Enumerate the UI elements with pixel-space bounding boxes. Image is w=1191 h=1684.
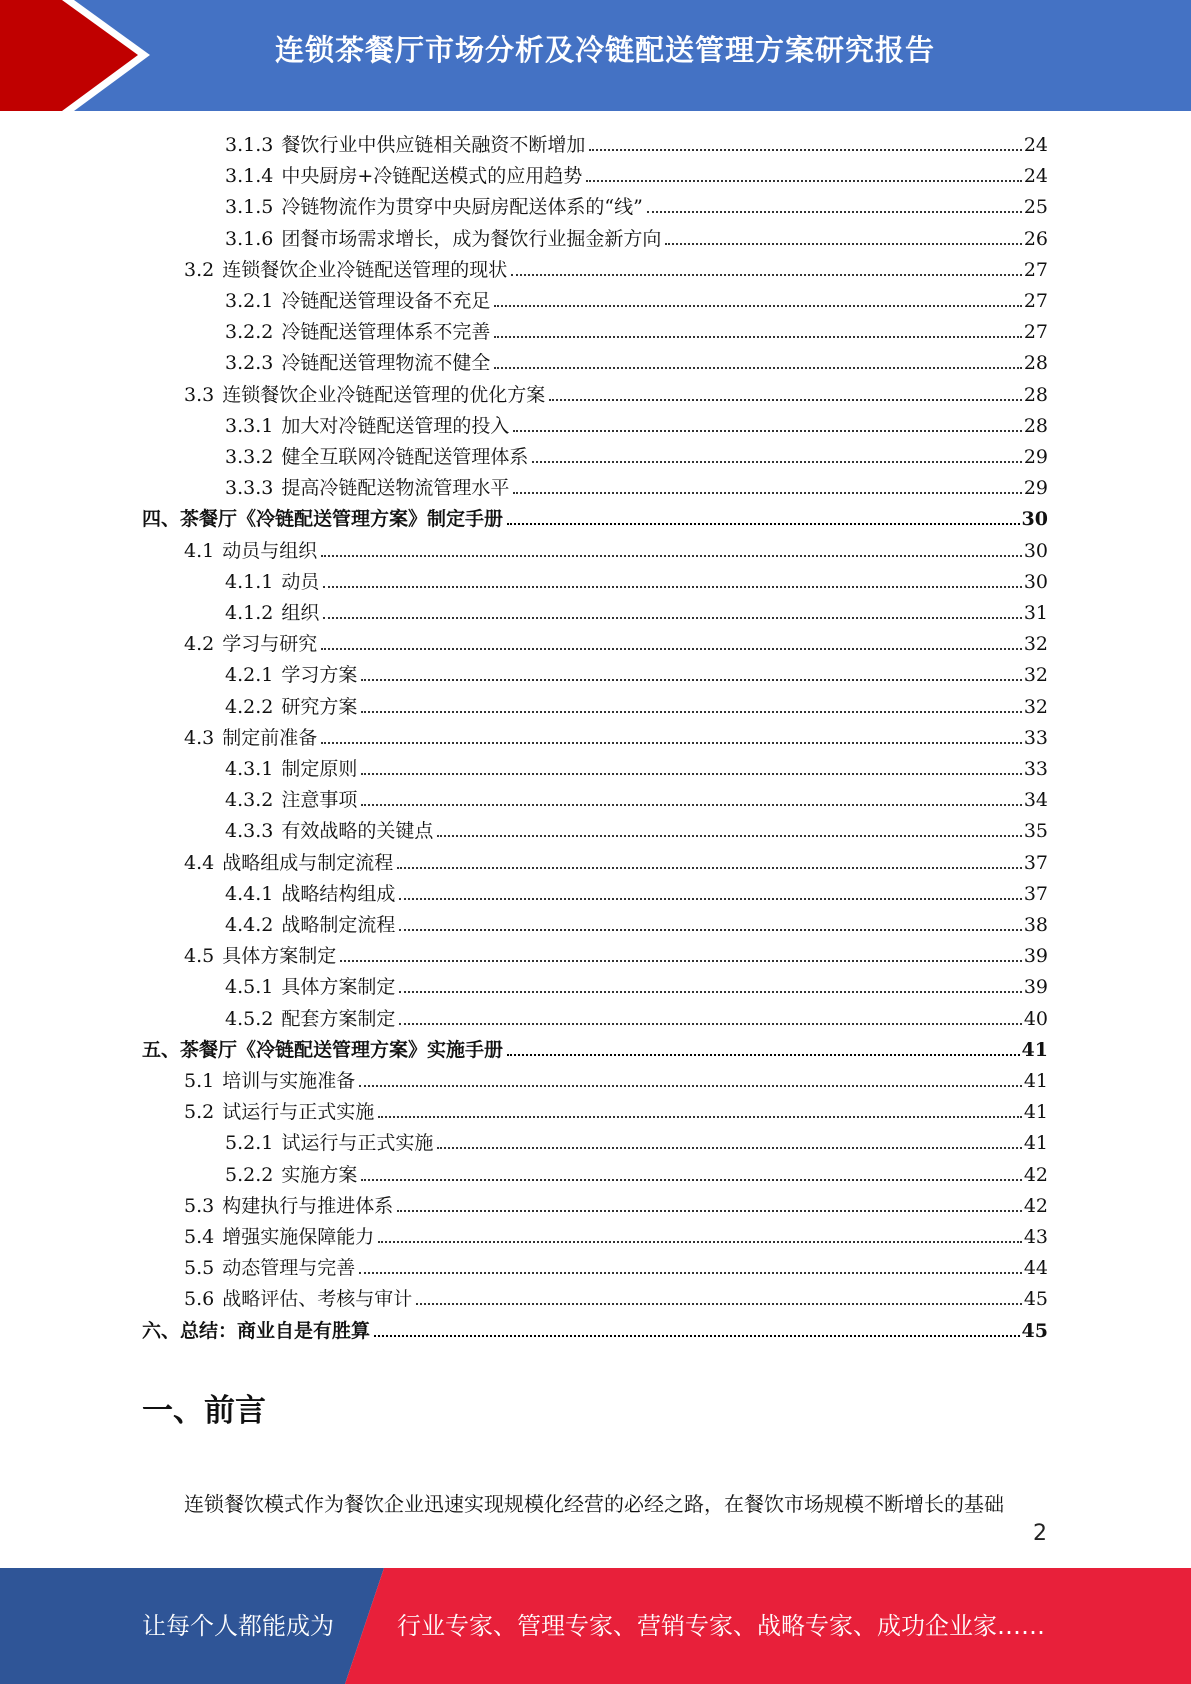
toc-leader-dots (437, 1147, 1021, 1149)
toc-entry[interactable] (184, 1281, 1048, 1311)
toc-entry-page: 34 (1023, 789, 1048, 812)
toc-entry[interactable] (225, 470, 1048, 500)
toc-entry[interactable] (225, 189, 1048, 219)
toc-entry-page: 32 (1023, 633, 1048, 656)
toc-entry-page: 31 (1023, 602, 1048, 624)
toc-entry-number: 3.1.5 (225, 196, 274, 219)
toc-entry-number: 4.5.2 (225, 1007, 274, 1030)
toc-entry-title: 制定前准备 (222, 726, 318, 749)
toc-entry-number: 4.1.1 (225, 570, 274, 593)
toc-entry-number: 5.4 (184, 1226, 215, 1248)
toc-entry-title: 五、茶餐厅《冷链配送管理方案》实施手册 (142, 1038, 504, 1061)
toc-entry-page: 29 (1023, 446, 1048, 468)
toc-entry-title: 餐饮行业中供应链相关融资不断增加 (281, 134, 586, 156)
toc-leader-dots (513, 430, 1021, 432)
toc-leader-dots (507, 1054, 1020, 1056)
toc-entry[interactable] (142, 501, 1048, 531)
toc-entry-title: 有效战略的关键点 (281, 820, 434, 843)
toc-entry-page: 30 (1023, 539, 1048, 562)
toc-leader-dots (359, 1085, 1022, 1087)
toc-entry-page: 24 (1023, 134, 1048, 156)
toc-entry-title: 动员 (281, 570, 320, 593)
toc-entry-title: 学习与研究 (222, 633, 318, 656)
toc-entry-number: 3.3.3 (225, 477, 274, 500)
toc-entry-page: 38 (1023, 914, 1048, 936)
toc-leader-dots (511, 274, 1022, 276)
toc-leader-dots (361, 711, 1021, 713)
toc-leader-dots (321, 555, 1022, 557)
toc-leader-dots (647, 211, 1022, 213)
toc-entry-number: 4.3.1 (225, 758, 274, 780)
toc-entry-page: 27 (1023, 258, 1048, 281)
toc-entry[interactable] (225, 283, 1048, 313)
toc-entry-number: 3.2.1 (225, 290, 274, 312)
toc-entry-page: 45 (1023, 1288, 1048, 1311)
footer-slogan-right: 行业专家、管理专家、营销专家、战略专家、成功企业家…… (397, 1612, 1045, 1640)
toc-leader-dots (361, 1179, 1021, 1181)
toc-entry[interactable] (225, 657, 1048, 687)
toc-entry-title: 冷链配送管理体系不完善 (281, 321, 491, 344)
toc-entry-number: 4.3.3 (225, 820, 274, 843)
toc-leader-dots (399, 1023, 1021, 1025)
toc-entry-page: 40 (1023, 1007, 1048, 1030)
page-footer (0, 1568, 1191, 1684)
toc-entry-title: 制定原则 (281, 758, 358, 780)
toc-entry-page: 37 (1023, 851, 1048, 874)
toc-entry[interactable] (184, 1188, 1048, 1218)
toc-leader-dots (665, 243, 1021, 245)
toc-entry-title: 中央厨房+冷链配送模式的应用趋势 (281, 165, 583, 188)
toc-entry-number: 5.2.2 (225, 1163, 274, 1186)
toc-leader-dots (399, 898, 1021, 900)
toc-entry-number: 3.1.3 (225, 134, 274, 156)
toc-entry-number: 4.2.2 (225, 695, 274, 718)
toc-leader-dots (437, 835, 1021, 837)
toc-leader-dots (589, 149, 1021, 151)
toc-entry-page: 41 (1021, 1038, 1048, 1061)
toc-entry[interactable] (184, 1094, 1048, 1124)
toc-leader-dots (513, 492, 1021, 494)
toc-entry-number: 4.3 (184, 726, 215, 749)
page-header (0, 0, 1191, 111)
header-chevron-icon (0, 0, 160, 111)
toc-entry-title: 冷链配送管理设备不充足 (281, 290, 491, 312)
toc-leader-dots (549, 399, 1022, 401)
footer-slogan-left: 让每个人都能成为 (142, 1612, 334, 1640)
toc-entry-number: 3.3 (184, 383, 215, 406)
toc-entry-title: 连锁餐饮企业冷链配送管理的现状 (222, 258, 508, 281)
toc-entry-number: 3.3.2 (225, 446, 274, 468)
toc-leader-dots (361, 804, 1021, 806)
toc-entry-title: 动态管理与完善 (222, 1257, 356, 1280)
toc-leader-dots (359, 1272, 1022, 1274)
toc-entry-title: 试运行与正式实施 (222, 1101, 375, 1124)
toc-entry-title: 健全互联网冷链配送管理体系 (281, 446, 529, 468)
toc-entry[interactable] (225, 439, 1048, 469)
toc-entry[interactable] (142, 1032, 1048, 1062)
toc-entry-title: 研究方案 (281, 695, 358, 718)
toc-entry-page: 42 (1023, 1194, 1048, 1217)
toc-entry[interactable] (225, 408, 1048, 438)
toc-entry-title: 培训与实施准备 (222, 1070, 356, 1092)
toc-entry-title: 实施方案 (281, 1163, 358, 1186)
toc-entry-title: 六、总结：商业自是有胜算 (142, 1319, 371, 1342)
toc-entry-title: 战略结构组成 (281, 882, 396, 905)
toc-entry[interactable] (142, 1313, 1048, 1343)
section-title: 一、前言 (142, 1393, 266, 1429)
toc-entry-title: 战略评估、考核与审计 (222, 1288, 413, 1311)
toc-entry-page: 41 (1023, 1101, 1048, 1124)
toc-entry[interactable] (225, 751, 1048, 781)
toc-entry[interactable] (184, 1219, 1048, 1249)
toc-leader-dots (494, 305, 1021, 307)
toc-entry-title: 团餐市场需求增长，成为餐饮行业掘金新方向 (281, 227, 662, 250)
toc-entry[interactable] (225, 1125, 1048, 1155)
toc-entry-page: 27 (1023, 321, 1048, 344)
toc-entry-title: 配套方案制定 (281, 1007, 396, 1030)
toc-entry-number: 4.4 (184, 851, 215, 874)
toc-entry-title: 组织 (281, 602, 320, 624)
toc-entry-title: 提高冷链配送物流管理水平 (281, 477, 510, 500)
toc-entry-page: 30 (1023, 570, 1048, 593)
toc-entry-page: 29 (1023, 477, 1048, 500)
toc-entry-number: 3.1.6 (225, 227, 274, 250)
toc-leader-dots (378, 1241, 1022, 1243)
toc-entry[interactable] (225, 907, 1048, 937)
toc-entry-page: 25 (1023, 196, 1048, 219)
toc-entry-page: 32 (1023, 695, 1048, 718)
toc-entry-title: 学习方案 (281, 664, 358, 687)
toc-entry[interactable] (225, 221, 1048, 251)
toc-entry[interactable] (225, 564, 1048, 594)
toc-leader-dots (361, 773, 1021, 775)
toc-leader-dots (397, 867, 1022, 869)
toc-entry[interactable] (225, 782, 1048, 812)
toc-entry[interactable] (225, 969, 1048, 999)
toc-entry-page: 44 (1023, 1257, 1048, 1280)
toc-entry-page: 28 (1023, 383, 1048, 406)
toc-entry-number: 4.3.2 (225, 789, 274, 812)
toc-entry-number: 4.4.2 (225, 914, 274, 936)
toc-entry-number: 4.5.1 (225, 976, 274, 999)
toc-entry[interactable] (225, 127, 1048, 157)
toc-entry[interactable] (225, 813, 1048, 843)
toc-entry-page: 32 (1023, 664, 1048, 687)
toc-entry-page: 27 (1023, 290, 1048, 312)
toc-entry-title: 试运行与正式实施 (281, 1132, 434, 1155)
toc-entry-page: 45 (1021, 1319, 1048, 1342)
toc-entry-title: 具体方案制定 (222, 945, 337, 968)
toc-entry[interactable] (225, 876, 1048, 906)
toc-leader-dots (374, 1335, 1020, 1337)
toc-entry-title: 注意事项 (281, 789, 358, 812)
toc-entry-number: 3.1.4 (225, 165, 274, 188)
toc-entry-number: 4.5 (184, 945, 215, 968)
toc-entry-number: 4.1 (184, 539, 215, 562)
toc-leader-dots (397, 1210, 1022, 1212)
body-paragraph: 连锁餐饮模式作为餐饮企业迅速实现规模化经营的必经之路，在餐饮市场规模不断增长的基础 (184, 1492, 1004, 1516)
toc-entry-page: 24 (1023, 165, 1048, 188)
toc-entry-number: 3.2.3 (225, 352, 274, 375)
toc-entry-page: 33 (1023, 758, 1048, 780)
toc-entry[interactable] (225, 314, 1048, 344)
toc-entry-page: 28 (1023, 352, 1048, 375)
toc-entry[interactable] (184, 626, 1048, 656)
toc-leader-dots (494, 367, 1021, 369)
toc-entry-title: 冷链配送管理物流不健全 (281, 352, 491, 375)
toc-entry-number: 4.2.1 (225, 664, 274, 687)
toc-leader-dots (399, 991, 1021, 993)
toc-entry-page: 30 (1021, 508, 1048, 531)
toc-entry-title: 冷链物流作为贯穿中央厨房配送体系的“线” (281, 196, 643, 219)
toc-entry-title: 具体方案制定 (281, 976, 396, 999)
toc-leader-dots (378, 1116, 1022, 1118)
toc-entry-title: 增强实施保障能力 (222, 1226, 375, 1248)
toc-entry-title: 动员与组织 (222, 539, 318, 562)
toc-leader-dots (361, 679, 1021, 681)
toc-entry-number: 4.2 (184, 633, 215, 656)
header-title: 连锁茶餐厅市场分析及冷链配送管理方案研究报告 (275, 33, 936, 67)
toc-entry[interactable] (184, 533, 1048, 563)
toc-leader-dots (494, 336, 1021, 338)
toc-entry-number: 3.3.1 (225, 414, 274, 437)
toc-entry-title: 战略组成与制定流程 (222, 851, 394, 874)
toc-entry[interactable] (225, 595, 1048, 625)
toc-entry-number: 5.6 (184, 1288, 215, 1311)
toc-entry-number: 5.5 (184, 1257, 215, 1280)
toc-leader-dots (321, 648, 1022, 650)
toc-leader-dots (532, 461, 1021, 463)
toc-entry-title: 战略制定流程 (281, 914, 396, 936)
toc-entry[interactable] (225, 1001, 1048, 1031)
toc-entry-page: 33 (1023, 726, 1048, 749)
toc-entry-page: 37 (1023, 882, 1048, 905)
toc-entry-title: 加大对冷链配送管理的投入 (281, 414, 510, 437)
toc-entry-page: 43 (1023, 1226, 1048, 1248)
page-number: 2 (1033, 1521, 1047, 1546)
toc-leader-dots (340, 960, 1022, 962)
toc-leader-dots (586, 180, 1022, 182)
toc-entry-page: 26 (1023, 227, 1048, 250)
toc-entry[interactable] (225, 158, 1048, 188)
toc-entry-number: 3.2.2 (225, 321, 274, 344)
toc-entry-title: 构建执行与推进体系 (222, 1194, 394, 1217)
toc-entry-page: 41 (1023, 1070, 1048, 1092)
toc-entry-number: 5.2.1 (225, 1132, 274, 1155)
toc-entry[interactable] (225, 345, 1048, 375)
toc-leader-dots (323, 617, 1021, 619)
toc-leader-dots (321, 742, 1022, 744)
toc-entry-number: 5.2 (184, 1101, 215, 1124)
toc-entry-title: 四、茶餐厅《冷链配送管理方案》制定手册 (142, 508, 504, 531)
toc-entry[interactable] (184, 1250, 1048, 1280)
toc-entry[interactable] (184, 377, 1048, 407)
toc-entry[interactable] (184, 1063, 1048, 1093)
toc-entry[interactable] (184, 845, 1048, 875)
toc-entry-number: 5.1 (184, 1070, 215, 1092)
toc-entry-number: 5.3 (184, 1194, 215, 1217)
toc-leader-dots (399, 929, 1021, 931)
toc-entry[interactable] (225, 1157, 1048, 1187)
toc-entry-page: 39 (1023, 945, 1048, 968)
toc-entry-page: 35 (1023, 820, 1048, 843)
toc-entry-title: 连锁餐饮企业冷链配送管理的优化方案 (222, 383, 546, 406)
toc-entry-number: 4.1.2 (225, 602, 274, 624)
toc-entry-page: 28 (1023, 414, 1048, 437)
toc-entry[interactable] (225, 689, 1048, 719)
toc-entry[interactable] (184, 252, 1048, 282)
toc-entry-page: 41 (1023, 1132, 1048, 1155)
toc-entry-page: 39 (1023, 976, 1048, 999)
toc-leader-dots (507, 523, 1020, 525)
toc-entry-number: 4.4.1 (225, 882, 274, 905)
toc-entry-page: 42 (1023, 1163, 1048, 1186)
toc-leader-dots (416, 1303, 1022, 1305)
toc-entry[interactable] (184, 720, 1048, 750)
toc-entry-number: 3.2 (184, 258, 215, 281)
toc-leader-dots (323, 586, 1021, 588)
toc-entry[interactable] (184, 938, 1048, 968)
